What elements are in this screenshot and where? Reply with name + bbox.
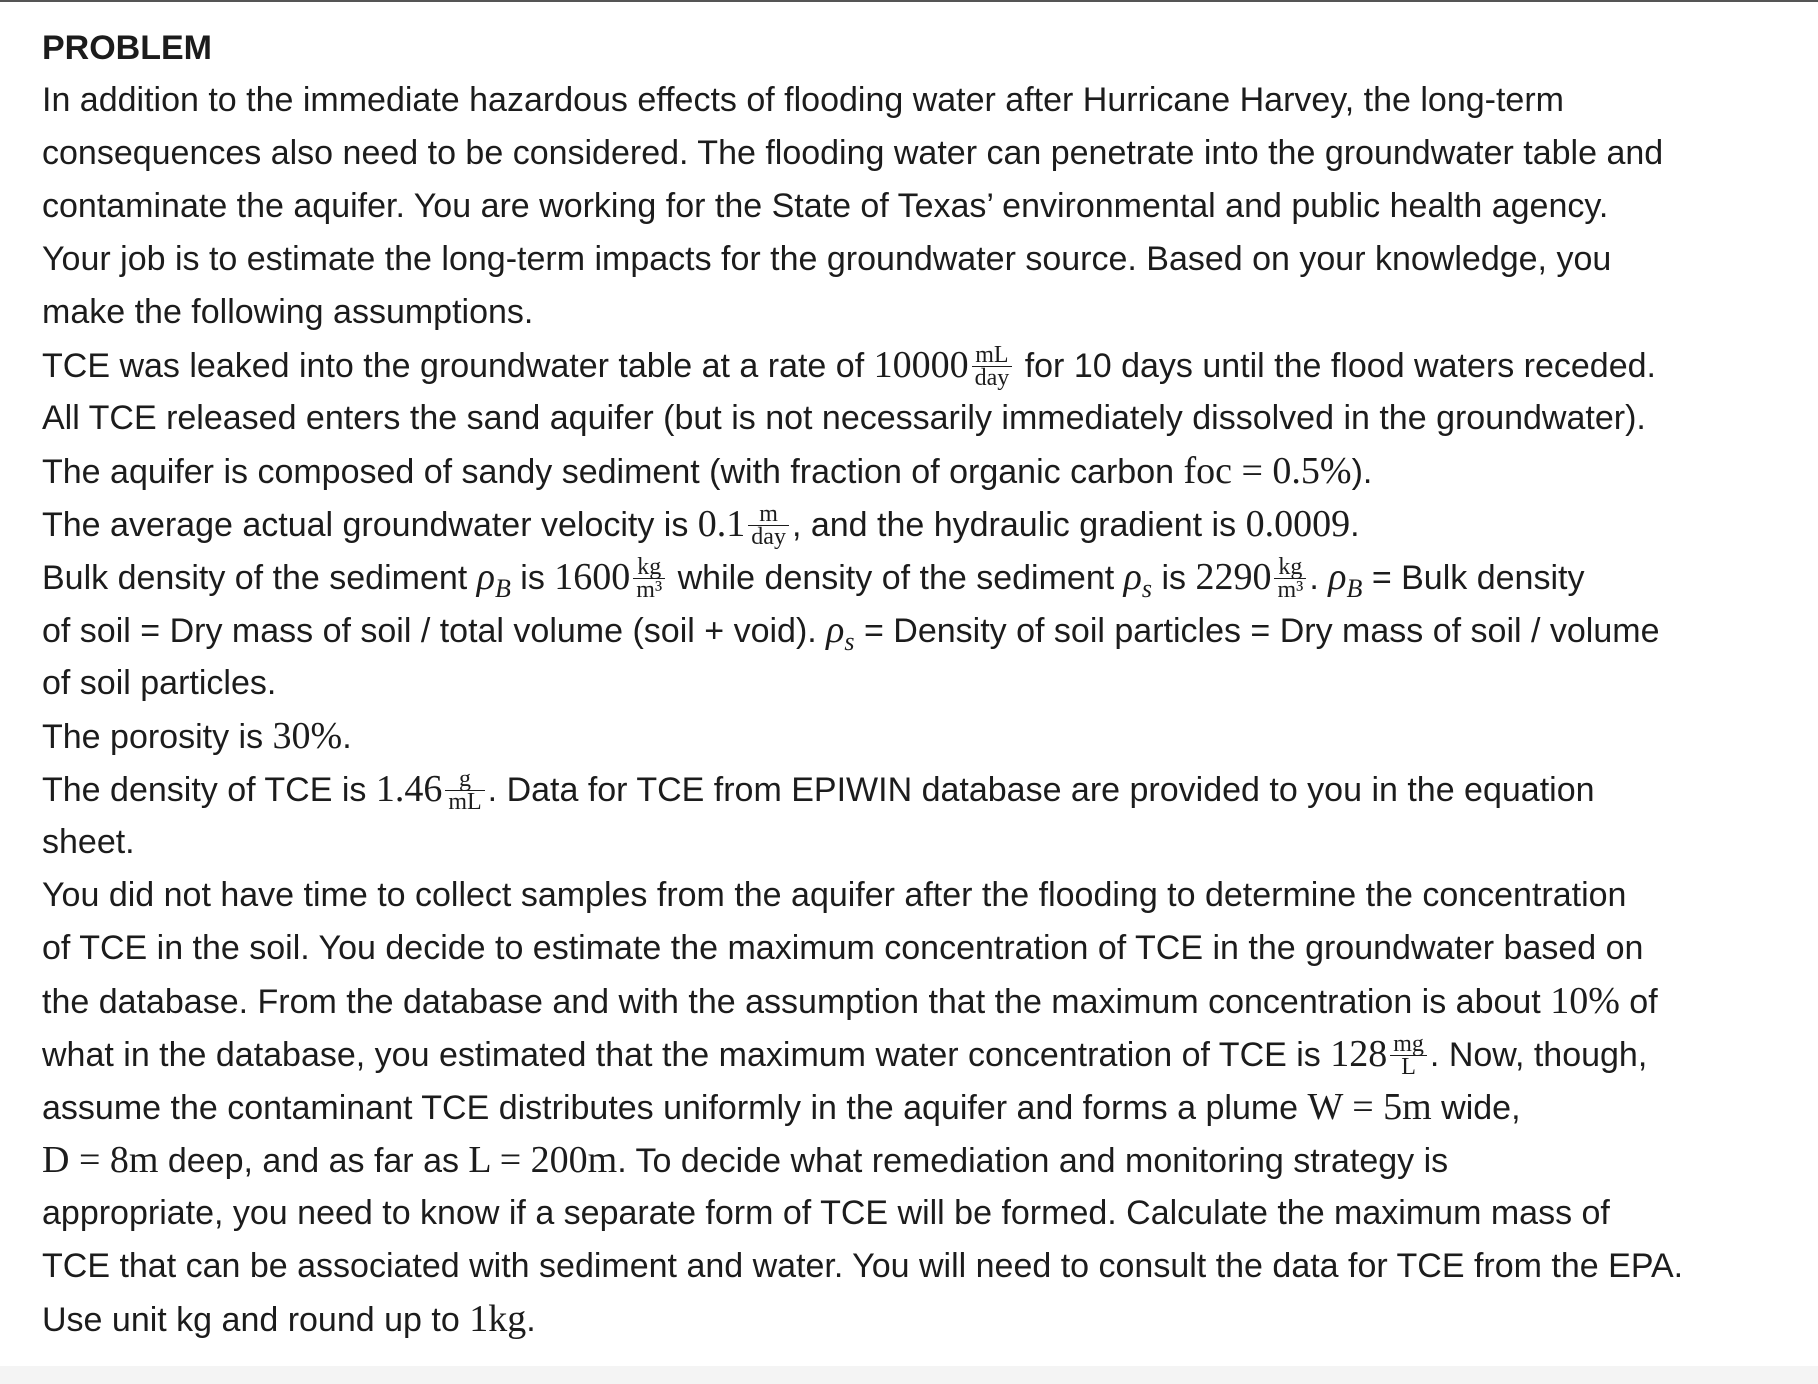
paragraph-line: contaminate the aquifer. You are working for the State of Texas’ environmental and public health agency.	[42, 187, 1609, 225]
porosity-line: The porosity is 30%.	[42, 715, 352, 757]
leak-rate-value: 10000	[873, 344, 969, 386]
gradient-value: 0.0009	[1245, 503, 1351, 545]
leak-rate-line: TCE was leaked into the groundwater table at a rate of 10000 $\frac{mL}{\text{day}}$ for 10 days until the flood waters receded.	[42, 341, 1656, 391]
rounding-value: 1kg	[469, 1298, 527, 1340]
bulk-density-value: 1600	[554, 556, 631, 598]
velocity-unit: $\frac{m}{\text{day}}$	[748, 503, 789, 548]
bottom-edge	[0, 1366, 1818, 1384]
density-line: Bulk density of the sediment $\rho_B$ is 1600 $\frac{kg}{\text{m³}}$ while density of the sediment $\rho_s$ is 2290 $\frac{kg}{\text{m³}}$ . $\rho_B$ = Bulk density	[42, 553, 1585, 603]
paragraph-line: consequences also need to be considered. The flooding water can penetrate into the groundwater table and	[42, 134, 1664, 172]
plume-width-line: assume the contaminant TCE distributes uniformly in the aquifer and forms a plume W = 5m wide,	[42, 1086, 1521, 1128]
foc-line: The aquifer is composed of sandy sediment (with fraction of organic carbon foc = 0.5%).	[42, 450, 1373, 492]
paragraph-line: of soil particles.	[42, 664, 277, 702]
paragraph-line: In addition to the immediate hazardous effects of flooding water after Hurricane Harvey, the long-term	[42, 81, 1564, 119]
paragraph-line: Your job is to estimate the long-term impacts for the groundwater source. Based on your knowledge, you	[42, 240, 1612, 278]
leak-rate-unit: $\frac{mL}{\text{day}}$	[972, 344, 1013, 389]
tce-density-value: 1.46	[375, 768, 443, 810]
paragraph-line: sheet.	[42, 823, 135, 861]
foc-value: foc = 0.5%	[1183, 450, 1352, 492]
plume-depth-value: D = 8m	[42, 1139, 159, 1181]
problem-heading: PROBLEM	[42, 29, 212, 67]
plume-depth-line: D = 8m deep, and as far as L = 200m. To decide what remediation and monitoring strategy is	[42, 1139, 1449, 1181]
velocity-line: The average actual groundwater velocity is 0.1 $\frac{m}{\text{day}}$ , and the hydraulic gradient is 0.0009.	[42, 500, 1360, 550]
paragraph-line: All TCE released enters the sand aquifer (but is not necessarily immediately dissolved in the groundwater).	[42, 399, 1646, 437]
paragraph-line: of TCE in the soil. You decide to estimate the maximum concentration of TCE in the groundwater based on	[42, 929, 1644, 967]
tce-density-line: The density of TCE is 1.46 $\frac{g}{mL}$ . Data for TCE from EPIWIN database are provided to you in the equation	[42, 765, 1595, 815]
paragraph-line: of soil = Dry mass of soil / total volume (soil + void). $\rho_s$ = Density of soil particles = Dry mass of soil / volume	[42, 609, 1660, 656]
paragraph-line: make the following assumptions.	[42, 293, 534, 331]
concentration-value: 128	[1330, 1033, 1388, 1075]
plume-length-value: L = 200m	[468, 1139, 618, 1181]
top-divider	[0, 0, 1818, 2]
rounding-line: Use unit kg and round up to 1kg.	[42, 1298, 536, 1340]
max-percent-value: 10%	[1550, 980, 1620, 1022]
plume-width-value: W = 5m	[1307, 1086, 1432, 1128]
bulk-density-unit: $\frac{kg}{\text{m³}}$	[633, 556, 665, 601]
rho-symbol: ρ	[476, 556, 495, 598]
paragraph-line: appropriate, you need to know if a separate form of TCE will be formed. Calculate the maximum mass of	[42, 1194, 1610, 1232]
velocity-value: 0.1	[697, 503, 746, 545]
sediment-density-value: 2290	[1195, 556, 1272, 598]
tce-density-unit: $\frac{g}{mL}$	[445, 768, 484, 813]
max-percent-line: the database. From the database and with the assumption that the maximum concentration is about 10% of	[42, 980, 1658, 1022]
concentration-line: what in the database, you estimated that the maximum water concentration of TCE is 128 $\frac{mg}{L}$ . Now, though,	[42, 1030, 1648, 1080]
concentration-unit: $\frac{mg}{L}$	[1390, 1033, 1427, 1078]
sediment-density-unit: $\frac{kg}{\text{m³}}$	[1274, 556, 1306, 601]
paragraph-line: You did not have time to collect samples from the aquifer after the flooding to determine the concentration	[42, 876, 1627, 914]
problem-statement	[42, 22, 1782, 1346]
paragraph-line: TCE that can be associated with sediment and water. You will need to consult the data for TCE from the EPA.	[42, 1247, 1684, 1285]
porosity-value: 30%	[272, 715, 343, 757]
